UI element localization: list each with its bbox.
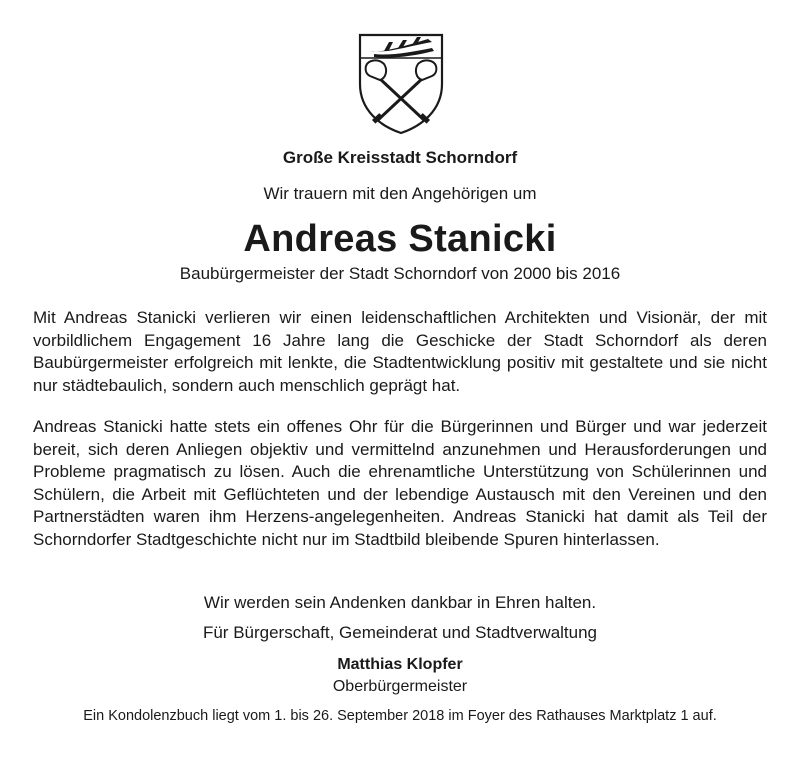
organization-name: Große Kreisstadt Schorndorf [282,148,518,167]
signer-title: Oberbürgermeister [332,678,468,695]
tribute-paragraph: Mit Andreas Stanicki verlieren wir einen leidenschaftlichen Architekten und Visionär, der mit vorbildlichem Engagement 16 Jahre lang die Geschicke der Stadt Schorndorf als deren Baubürgermeister erfolgreich mit lenkte, die Stadtentwicklung positiv mit gestaltete und sie nicht nur städtebaulich, sondern auch menschlich geprägt hat. [33,308,767,395]
condolence-book-note: Ein Kondolenzbuch liegt vom 1. bis 26. September 2018 im Foyer des Rathauses Marktplatz 1 auf. [83,708,717,724]
deceased-role: Baubürgermeister der Stadt Schorndorf von 2000 bis 2016 [179,264,621,283]
coat-of-arms-icon [356,32,446,136]
deceased-name: Andreas Stanicki [243,218,557,260]
signer-name: Matthias Klopfer [337,656,463,673]
mourning-line: Wir trauern mit den Angehörigen um [263,184,537,203]
closing-line: Wir werden sein Andenken dankbar in Ehren halten. [203,593,597,612]
tribute-paragraph: Andreas Stanicki hatte stets ein offenes Ohr für die Bürgerinnen und Bürger und war jederzeit bereit, sich deren Anliegen objektiv und vermittelnd anzunehmen und Herausforderungen und Probleme pragmatisch zu lösen. Auch die ehrenamtliche Unterstützung von Schülerinnen und Schülern, die Arbeit mit Geflüchteten und der lebendige Austausch mit den Vereinen und den Partnerstädten waren ihm Herzens-angelegenheiten. Andreas Stanicki hat damit als Teil der Schorndorfer Stadtgeschichte nicht nur im Stadtbild bleibende Spuren hinterlassen. [33,417,767,549]
on-behalf-line: Für Bürgerschaft, Gemeinderat und Stadtverwaltung [202,623,598,642]
